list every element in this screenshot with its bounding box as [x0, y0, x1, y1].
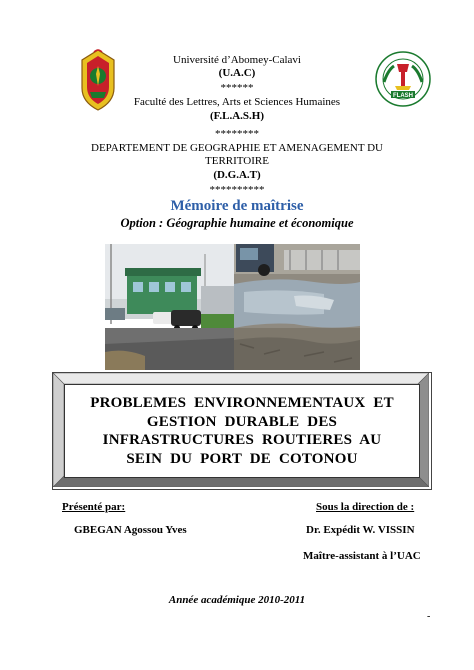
department-line-2: TERRITOIRE	[205, 155, 269, 167]
thesis-option: Option : Géographie humaine et économique	[120, 216, 354, 230]
footer-mark: -	[427, 611, 431, 622]
title-line-1: PROBLEMES ENVIRONNEMENTAUX ET	[90, 395, 394, 411]
thesis-type: Mémoire de maîtrise	[170, 198, 304, 214]
separator-3: **********	[209, 184, 265, 196]
title-line-3: INFRASTRUCTURES ROUTIERES AU	[102, 432, 382, 448]
separator-1: ******	[220, 82, 254, 94]
university-abbr: (U.A.C)	[218, 67, 256, 79]
faculty-abbr: (F.L.A.S.H)	[210, 110, 264, 122]
separator-2: ********	[215, 128, 259, 140]
faculty-name: Faculté des Lettres, Arts et Sciences Humaines	[133, 96, 341, 108]
department-abbr: (D.G.A.T)	[213, 169, 261, 181]
academic-year: Année académique 2010-2011	[168, 594, 306, 606]
university-name: Université d’Abomey-Calavi	[173, 54, 301, 66]
photo-flooded-road	[234, 244, 360, 370]
title-box	[64, 384, 420, 478]
photo-port-building	[105, 244, 234, 370]
title-line-2: GESTION DURABLE DES	[146, 413, 338, 430]
flash-logo-text: FLASH	[393, 93, 413, 99]
direction-label-text: Sous la direction de :	[316, 501, 415, 513]
supervisor-name: Dr. Expédit W. VISSIN	[306, 524, 415, 536]
department-line-1: DEPARTEMENT DE GEOGRAPHIE ET AMENAGEMENT DU	[91, 142, 383, 154]
student-name: GBEGAN Agossou Yves	[74, 524, 187, 536]
presented-by-label: Présenté par:	[62, 501, 126, 513]
direction-label	[316, 501, 414, 513]
title-line-4: SEIN DU PORT DE COTONOU	[126, 450, 358, 467]
thesis-title	[84, 394, 400, 468]
supervisor-title: Maître-assistant à l’UAC	[303, 550, 421, 562]
